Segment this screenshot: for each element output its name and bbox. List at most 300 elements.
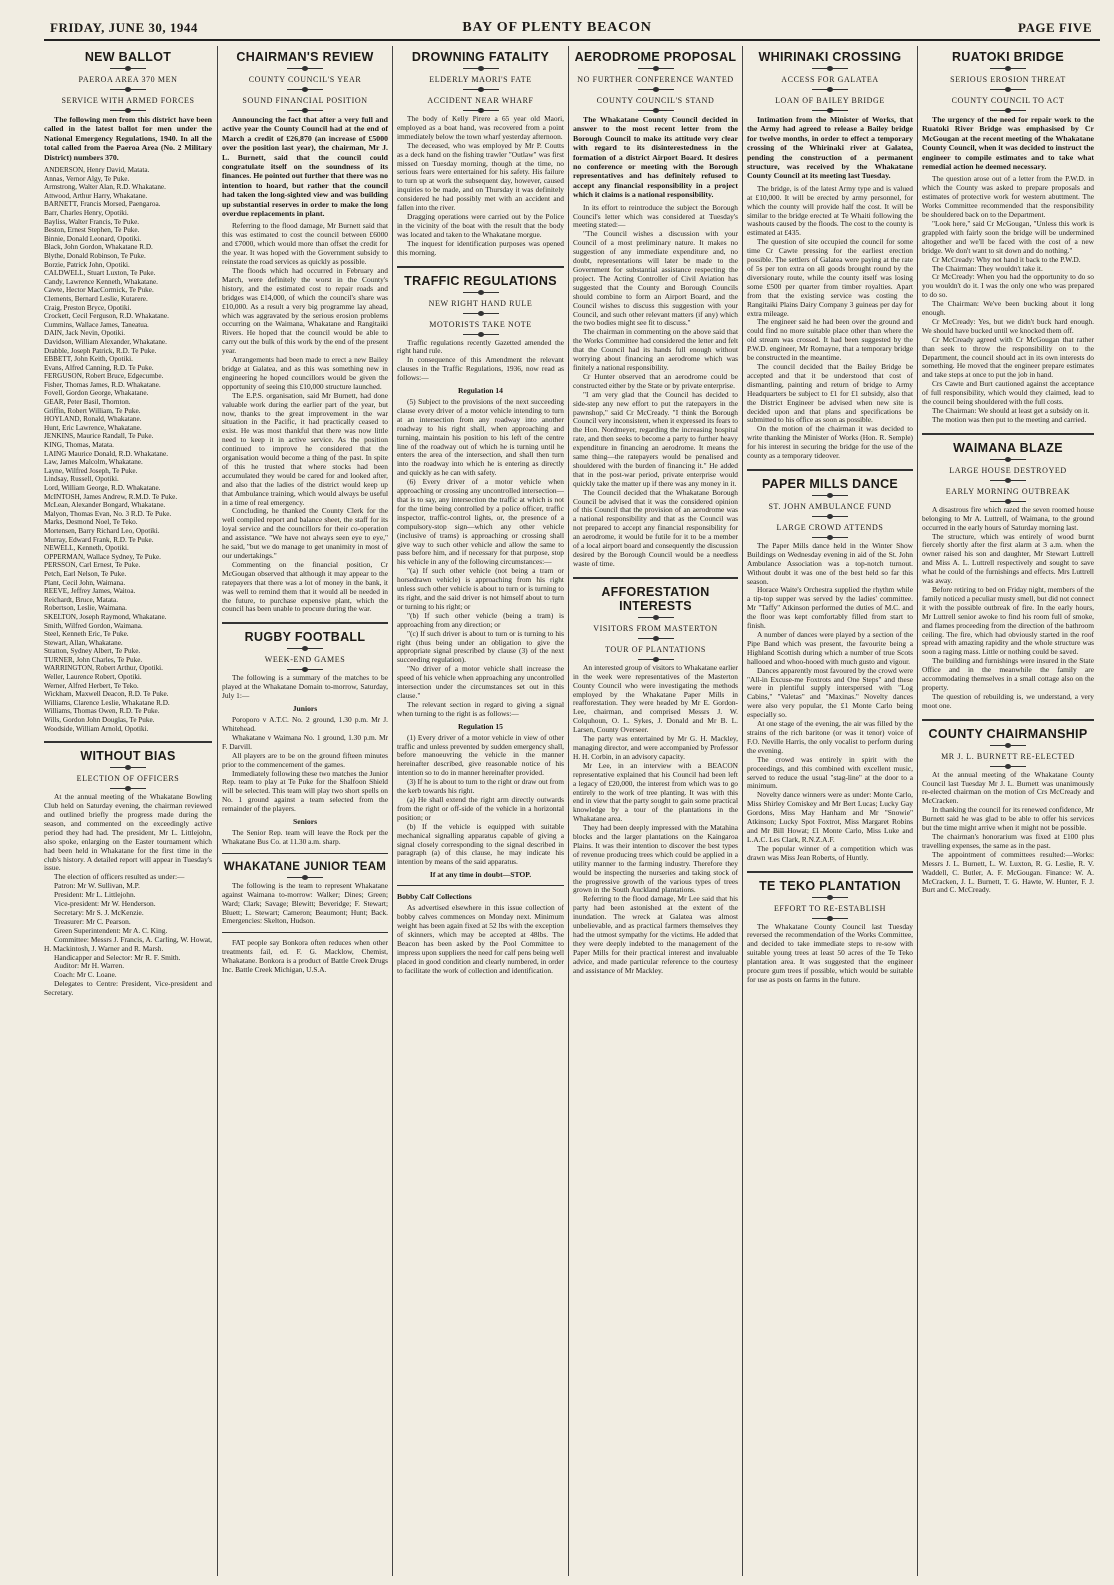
article-separator: [922, 433, 1094, 435]
headline: Bobby Calf Collections: [397, 892, 472, 902]
paragraph: The deceased, who was employed by Mr P. Coutts as a deck hand on the fishing trawler "Outlaw" was first missed on Tuesday morning, though at the time, no serious fears were entertained for his safety. His failure to turn up at work the subsequent day, however, caused inquiries to be made, and on Thursday it was definitely considered he had possibly met with an accident and fallen into the river.: [397, 140, 564, 213]
subheadline: ACCIDENT NEAR WHARF: [427, 96, 534, 105]
paragraph: Cr Hunter observed that an aerodrome could be constructed either by the State or by private enterprise.: [573, 371, 738, 390]
subheadline: ELDERLY MAORI'S FATE: [429, 75, 532, 84]
lead-paragraph: Announcing the fact that after a very full and active year the County Council had at the end of March a credit of £26,870 (an increase of £5000 over the position last year), the chairman, Mr J. L. Burnett, said that the council could congratulate itself on the soundness of its finances. He pointed out further that there was no intention to hoard, but rather that the council had taken the long-sighted view and was building up substantial reserves in order to make the long overdue replacements in plant.: [222, 115, 388, 219]
paragraph: The motion was then put to the meeting and carried.: [932, 414, 1087, 424]
list-item: Griffin, Robert William, Te Puke.: [44, 406, 141, 415]
divider: [638, 617, 674, 618]
paragraph: (5) Subject to the provisions of the next succeeding clause every driver of a motor vehicle intending to turn at an intersection from any roadway into another roadway to his right shall, when approaching and turning, maintain his position to his left of the centre line of the roadway out of which he is turning until he enters the area of the intersection, and shall then turn into the roadway into which he is entering as directly and quickly as he can with safety.: [397, 397, 564, 478]
list-item: Layne, Wilfred Joseph, Te Puke.: [44, 466, 138, 475]
paragraph: In thanking the council for its renewed confidence, Mr Burnett said he was glad to be able to offer his services but the time might arrive when it might not be possible.: [922, 805, 1094, 833]
list-item: Attwood, Arthur Harry, Whakatane.: [44, 191, 148, 200]
paragraph: The Chairman: We should at least get a subsidy on it.: [932, 406, 1090, 415]
body-text: [922, 506, 1094, 711]
list-item: OPPERMAN, Wallace Sydney, Te Puke.: [44, 552, 161, 561]
divider: [812, 897, 848, 898]
paragraph: The chairman's honorarium was fixed at £100 plus travelling expenses, the same as in the past.: [922, 832, 1094, 850]
intro-paragraph: The following is a summary of the matches to be played at the Whakatane Domain to-morrow, Saturday, July 1:—: [222, 673, 388, 701]
paragraph: Mr Lee, in an interview with a BEACON representative explained that his Council had been left a legacy of £20,000, the interest from which was to go entirely to the work of tree planting. It was with this end in view that the party sought to gain some practical knowledge by a tour of the plantations in the Whakatane area.: [573, 760, 738, 824]
paragraph: Novelty dance winners were as under: Monte Carlo, Miss Shirley Comiskey and Mr Bert Lucas; Lucky Gay Gordons, Miss May Hanham and Mr "Snowie" Atkinson; Lucky Spot Foxtrot, Miss Margaret Robins and Mr Bill Howat; £1 Monte Carlo, Miss Luke and L.A.C. Les Clark, R.N.Z.A.F.: [747, 790, 913, 844]
list-item: Craig, Preston Bryce, Opotiki.: [44, 303, 132, 312]
divider: [990, 89, 1026, 90]
headline: AERODROME PROPOSAL: [574, 50, 737, 64]
paragraph: "(b) If such other vehicle (being a tram) is approaching from any direction; or: [397, 610, 564, 629]
list-item: Davidson, William Alexander, Whakatane.: [44, 337, 167, 346]
paragraph: Commenting on the financial position, Cr McGougan observed that although it may appear to the ratepayers that there was a lot of money in the bank, it was well to remind them that it would all be needed in the future, to purchase expensive plant, which the council has been unable to procure during the war.: [222, 559, 388, 614]
list-item: PERSSON, Carl Ernest, Te Puke.: [44, 561, 141, 570]
body-text: [222, 222, 388, 614]
article-waimana-blaze: [922, 441, 1094, 711]
paragraph: The bridge, is of the latest Army type and is valued at £10,000. It will be erected by army personnel, for which the county will provide half the cost. It will be similar to the bridge erected at Te Whaiti following the washouts caused by the floods. The cost to the county is estimated at £435.: [747, 183, 913, 238]
paragraph: Referring to the flood damage, Mr Burnett said that this was estimated to cost the council between £6000 and £7000, which would more than offset the credit for the year. It was hoped with the Government subsidy to reinstate the road services as quickly as possible.: [222, 221, 388, 267]
body-text: [747, 185, 913, 461]
article-separator: [397, 266, 564, 268]
subheadline: LOAN OF BAILEY BRIDGE: [775, 96, 885, 105]
headline: WITHOUT BIAS: [80, 749, 176, 764]
paragraph: The body of Kelly Pirere a 65 year old Maori, employed as a boat hand, was recovered from a point immediately below the town wharf yesterday afternoon.: [397, 114, 564, 141]
list-item: Wickham, Maxwell Deacon, R.D. Te Puke.: [44, 690, 169, 699]
list-item: HOYLAND, Ronald, Whakatane.: [44, 415, 142, 424]
headline: DROWNING FATALITY: [411, 50, 550, 64]
intro-paragraph: Traffic regulations recently Gazetted amended the right hand rule.: [397, 337, 564, 356]
list-item: Reichardt, Bruce, Matata.: [44, 595, 119, 604]
list-item: SKELTON, Joseph Raymond, Whakatane.: [44, 612, 167, 621]
list-item: Wills, Gordon John Douglas, Te Puke.: [44, 716, 155, 725]
masthead-rule: [44, 39, 1100, 41]
subheadline: TOUR OF PLANTATIONS: [605, 644, 706, 654]
section-title: Juniors: [292, 704, 318, 714]
subheadline: SERIOUS EROSION THREAT: [950, 75, 1066, 84]
list-item: Fovell, Gordon George, Whakatane.: [44, 389, 149, 398]
divider: [287, 669, 323, 670]
list-item: GEAR, Peter Basil, Thornton.: [44, 398, 131, 407]
paragraph: Dragging operations were carried out by the Police in the vicinity of the boat with the result that the body was located and taken to the Whakatane morgue.: [397, 211, 564, 239]
subheadline: ST. JOHN AMBULANCE FUND: [768, 501, 892, 511]
section-title: Seniors: [292, 817, 318, 827]
article-ruatoki-bridge: [922, 50, 1094, 425]
list-item: LAING Maurice Donald, R.D. Whakatane.: [44, 449, 169, 458]
divider: [812, 110, 848, 111]
paragraph: The question of rebuilding is, we understand, a very moot one.: [922, 691, 1094, 710]
divider: [287, 89, 323, 90]
section-title: Regulation 14: [458, 386, 503, 396]
paragraph: All players are to be on the ground fifteen minutes prior to the commencement of the games.: [222, 750, 388, 769]
paragraph: Referring to the flood damage, Mr Lee said that his party had been astonished at the extent of the inundation. The wreck at Galatea was almost unbelievable, and as practical farmers themselves they had the utmost sympathy for the victims. He added that they were deeply indebted to the management of the Paper Mills for their practical interest and invaluable advice, and made particular reference to the courtesy and assistance of Mr Mackley.: [573, 894, 738, 975]
list-item: REEVE, Jeffrey James, Waitoa.: [44, 587, 136, 596]
list-item: Petch, Earl Nelson, Te Puke.: [44, 569, 127, 578]
column-1: [44, 44, 212, 1576]
list-item: Borzie, Patrick John, Opotiki.: [44, 260, 130, 269]
body-text: [397, 734, 564, 868]
paragraph: The floods which had occurred in February and March, were definitely the worst in the County's history, and the estimated cost to repair roads and bridges was £14,000, of which the council's share was £10,000. As a result a very big programme lay ahead, which was aggravated by the serious erosion problems occurring on the Waimana, Whakatane and Rangitaiki Rivers. He hoped that the council would be able to carry out the bulk of this work by the end of the present year.: [222, 266, 388, 356]
headline: TE TEKO PLANTATION: [759, 878, 901, 893]
paragraph: "I am very glad that the Council has decided to side-step any new effort to put the ratepayers in the pawnshop," said Cr McCready. "I think the Borough Council very inconsistent, when it expressed its fears to the Hon. Nordmeyer, regarding the increasing hospital rate, and then seeks to become a party to further heavy expenditure in financing an aerodrome. It means the same thing—the ratepayers would be penalised and shouldered with the burden of financing it." He added that in the post-war period, private enterprise would quickly take the matter up if there was any money in it.: [573, 389, 738, 488]
paragraph: The party was entertained by Mr G. H. Mackley, managing director, and were accompanied by Professor H. H. Corbin, in an advisory capacity.: [573, 734, 738, 761]
list-item: Woodside, William Arnold, Opotiki.: [44, 724, 149, 733]
column-3: [397, 44, 564, 1576]
paragraph: Handicapper and Selector: Mr R. F. Smith.: [54, 952, 181, 962]
paragraph: Crs Cawte and Burt cautioned against the acceptance of full responsibility, which would they claimed, lead to the council being shouldered with the full costs.: [922, 379, 1094, 407]
paragraph: The election of officers resulted as under:—: [54, 872, 185, 882]
paragraph: (b) If the vehicle is equipped with suitable mechanical signalling apparatus capable of giving a signal closely corresponding to the signal described in paragraph (a) of this clause, he may indicate his intention by means of the said apparatus.: [397, 821, 564, 867]
divider: [638, 89, 674, 90]
headline: RUATOKI BRIDGE: [951, 50, 1065, 64]
list-item: Weller, Laurence Robert, Opotiki.: [44, 673, 142, 682]
paragraph: The council decided that the Bailey Bridge be accepted and that it be understood that cost of dismantling, painting and return of bridge to Army Headquarters be subject to £1 for £1 subsidy, also that the District Engineer be advised when new site is decided upon and that plans and specifications be submitted to his office as soon as possible.: [747, 361, 913, 425]
paragraph: A disastrous fire which razed the seven roomed house belonging to Mr A. Luttrell, of Waimana, to the ground occurred in the early hours of Saturday morning last.: [922, 504, 1094, 532]
list-item: FERGUSON, Robert Bruce, Edgecumbe.: [44, 372, 164, 381]
subheadline: COUNTY COUNCIL'S STAND: [596, 96, 715, 105]
paragraph: Delegates to Centre: President, Vice-president and Secretary.: [44, 979, 212, 998]
subheadline: EFFORT TO RE-ESTABLISH: [773, 903, 887, 913]
lead-paragraph: The following men from this district have been called in the latest ballot for men under the National Emergency Regulations, 1940. In all the total called from the Paeroa Area (No. 2 Military District) numbers 370.: [44, 115, 212, 162]
list-item: TURNER, John Charles, Te Puke.: [44, 655, 143, 664]
body-text: [747, 542, 913, 863]
divider: [990, 68, 1026, 69]
list-item: Hunt, Eric Lawrence, Whakatane.: [44, 423, 142, 432]
paragraph: The crowd was entirely in spirit with the proceedings, and this combined with excellent music, served to reduce the usual "stag-line" at the door to a minimum.: [747, 754, 913, 791]
paragraph: Dances apparently most favoured by the crowd were "All-in Excuse-me Foxtrots and One Steps" and these were in plentiful supply interspersed with "Log Cabins," "Valetas" and "Maxinas." Novelty dances were also very popular, the £1 Monte Carlo being especially so.: [747, 665, 913, 720]
paragraph: "The Council wishes a discussion with your Council of a most preliminary nature. It makes no suggestion of any immediate expenditure and, no doubt, representations will later be made to the Government for substantial assistance respecting the project. The Acting Controller of Civil Aviation has suggested that the County and Borough Councils should combine to form an Airport Board, and the Council wishes to discuss this suggestion with your Council, and such other relevant matters (if any) which the two bodies might see fit to discuss.": [573, 229, 738, 328]
body-text: [573, 664, 738, 976]
divider: [638, 68, 674, 69]
subheadline: LARGE HOUSE DESTROYED: [949, 465, 1067, 475]
list-item: Cawte, Hector MacCormick, Te Puke.: [44, 286, 154, 295]
paragraph: The question of site occupied the council for some time Cr Cawte pressing for the earliest erection possible. The settlers of Galatea were paying at the rate of 5s per ton extra on all goods brought round by the diversionary route, while the county itself was losing some £500 per quarter from timber royalties. Apart from that the existing service was costing the Rangitaiki Plains Dairy Company 3 guineas per day for extra mileage.: [747, 237, 913, 318]
column-rule: [917, 46, 918, 1576]
list-item: Steel, Kenneth Eric, Te Puke.: [44, 630, 129, 639]
paragraph: The chairman in commenting on the above said that the Works Committee had considered the letter and felt that the Council had its hands full enough without worrying about financing an aerodrome which was finitely a national responsibility.: [573, 327, 738, 372]
list-item: CALDWELL, Stuart Luxton, Te Puke.: [44, 269, 156, 278]
divider: [110, 767, 146, 768]
list-item: Marks, Desmond Noel, Te Teko.: [44, 518, 138, 527]
headline: TRAFFIC REGULATIONS: [404, 273, 557, 288]
body-paragraph: As advertised elsewhere in this issue collection of bobby calves commences on Monday next. Minimum weight has been again fixed at 52 lbs with the exception of skinners, which may be accepted at 48lbs. The Beacon has been asked by the Pool Committee to impress upon suppliers the need for calf pens being well placed in good condition and clearly numbered, in order to facilitate the work of collection and identification.: [397, 903, 564, 975]
subheadline: MR J. L. BURNETT RE-ELECTED: [941, 751, 1075, 761]
divider: [110, 110, 146, 111]
body-text: [922, 771, 1094, 896]
list-item: Blythe, Donald Robinson, Te Puke.: [44, 251, 146, 260]
column-rule: [568, 46, 569, 1576]
paragraph: (a) He shall extend the right arm directly outwards from the right or off-side of the vehicle in a horizontal position; or: [397, 795, 564, 822]
column-rule: [217, 46, 218, 1576]
subheadline: NEW RIGHT HAND RULE: [428, 298, 533, 308]
article-traffic-regulations: [397, 274, 564, 880]
list-item: Werner, Alfred Herbert, Te Teko.: [44, 681, 139, 690]
paragraph: Cr McCready agreed with Cr McGougan that rather than seek to throw the responsibility on to the Department, the council should act in its own interests do something. He moved that the engineer prepare estimates and take steps at once to put the job in hand.: [922, 334, 1094, 380]
body-paragraph: The Whakatane County Council last Tuesday reversed the recommendation of the Works Committee, and decided to take immediate steps to re-sow with suitable young trees at least 50 acres of the Te Teko plantation area. It was suggested that the engineer procure gum trees if possible, which would be suitable for use as posts on farms in the future.: [747, 921, 913, 984]
paragraph: Green Superintendent: Mr A. C. King.: [54, 925, 168, 935]
paragraph: They had been deeply impressed with the Matahina blocks and the larger plantations on the Kaingaroa Plains. It was their intention to discover the best types of revenue producing trees which could be applied in a utility manner to the farming industry. Therefore they would be inspecting the nurseries and taking stock of the progressive growth of the various types of trees grown in the South Auckland plantations.: [573, 823, 738, 895]
column-rule: [392, 46, 393, 1576]
paragraph: (6) Every driver of a motor vehicle when approaching or crossing any uncontrolled intersection—that is to say, any intersection the traffic at which is not for the time being controlled by a police officer, traffic inspector, traffic-control lights, or, the presence of a compulsory-stop sign—which any other vehicle (inclusive of trams) is approaching or crossing shall give way to such other vehicle and allow the same to pass before him, and if necessary for that purpose, stop his vehicle in any of the following circumstances:—: [397, 477, 564, 567]
body-text: [397, 115, 564, 258]
article-chairmans-review: [222, 50, 388, 614]
paragraph: In its effort to reintroduce the subject the Borough Council's letter which was considered at Tuesday's meeting stated:—: [573, 202, 738, 230]
paragraph: Cr McCready: Why not hand it back to the P.W.D.: [932, 254, 1081, 264]
masthead: [0, 0, 1114, 44]
subheadline: EARLY MORNING OUTBREAK: [945, 486, 1071, 496]
article-separator: [573, 577, 738, 579]
list-item: Williams, Thomas Owen, R.D. Te Puke.: [44, 707, 160, 716]
paragraph: An interested group of visitors to Whakatane earlier in the week were representatives of the Masterton County Council who were investigating the methods employed by the Whakatane Paper Mills in reafforestation. They were headed by Mr E. Gordon-Lee, chairman, and comprised Messrs J. W. Colquhoun, O. L. Sykes, J. Donald and Mr B. L. Larsen, County Overseer.: [573, 662, 738, 735]
headline: WHIRINAKI CROSSING: [758, 50, 902, 64]
divider: [638, 638, 674, 639]
subheadline: MOTORISTS TAKE NOTE: [429, 319, 532, 329]
column-6: [922, 44, 1094, 1576]
divider: [638, 110, 674, 111]
divider: [990, 766, 1026, 767]
article-separator: [747, 469, 913, 471]
article-new-ballot: [44, 50, 212, 733]
list-item: EBBETT, John Keith, Opotiki.: [44, 355, 133, 364]
paragraph: The appointment of committees resulted:—Works: Messrs J. L. Burnett, L. W. Luxton, R. G. Leslie, R. V. Waddell, C. Butler, A. F. McGougan. Finance: W. A. McCracken, J. L. Burnett, T. G. Hawte, W. Hunter, F. J. Burt and C. McCready.: [922, 849, 1094, 895]
paragraph: The Council decided that the Whakatane Borough Council be advised that it was the considered opinion of this Council that the provision of an aerodrome was a national responsibility and that as the Council was not prepared to accept any financial responsibility for an aerodrome, it would be futile for it to be a member of a local airport board and consequently the discussion desired by the Borough Council would be a needless waste of time.: [573, 487, 738, 568]
headline: WAIMANA BLAZE: [953, 440, 1063, 455]
list-item: BARNETT, Francis Morsed, Paengaroa.: [44, 200, 161, 209]
subheadline: COUNTY COUNCIL'S YEAR: [248, 75, 362, 84]
subheadline: COUNTY COUNCIL TO ACT: [951, 96, 1065, 105]
divider: [812, 495, 848, 496]
article-bobby-calf: [397, 892, 564, 975]
paragraph: Committee: Messrs J. Francis, A. Carling, W. Howat, H. Mackintosh, J. Warner and R. Marsh.: [44, 934, 212, 953]
section-title: Regulation 15: [458, 721, 503, 731]
article-separator: [397, 885, 564, 886]
divider: [287, 110, 323, 111]
divider: [812, 516, 848, 517]
paragraph: President: Mr L. Littlejohn.: [54, 890, 136, 900]
subheadline: SOUND FINANCIAL POSITION: [242, 96, 368, 105]
headline: NEW BALLOT: [84, 50, 172, 64]
article-paper-mills-dance: [747, 477, 913, 863]
paragraph: The inquest for identification purposes was opened this morning.: [397, 238, 564, 257]
article-separator: [44, 741, 212, 743]
divider: [287, 68, 323, 69]
paragraph: The building and furnishings were insured in the State Office and in the meanwhile the family are accommodating themselves in a small cottage also on the property.: [922, 656, 1094, 692]
column-4: [573, 44, 738, 1576]
lead-paragraph: The Whakatane County Council decided in answer to the most recent letter from the Borough Council to make its attitude very clear with regard to its disinterestedness in the formation of a district Airport Board. It desires no conference or meeting with the Borough representatives and has definitely refused to accept any financial responsibility in a project which it claims is a national responsibility.: [573, 115, 738, 200]
list-item: Clements, Bernard Leslie, Kutarere.: [44, 294, 148, 303]
issue-date: FRIDAY, JUNE 30, 1944: [50, 20, 198, 35]
divider: [812, 68, 848, 69]
paragraph: A number of dances were played by a section of the Pipe Band which was present, the favourite being a Highland Scottish during which a number of true Scots hallooed and whoo-hooed with much gusto and vigour.: [747, 630, 913, 666]
paragraph: "(a) If such other vehicle (not being a tram or horsedrawn vehicle) is approaching from his right unless such other vehicle is about to turn or is turning to its right, and the said driver is not himself about to turn or turning to his right; or: [397, 566, 564, 611]
list-item: DAIN, Jack Nevin, Opotiki.: [44, 329, 126, 338]
article-drowning-fatality: [397, 50, 564, 258]
divider: [812, 89, 848, 90]
headline: COUNTY CHAIRMANSHIP: [928, 726, 1088, 741]
divider: [463, 89, 499, 90]
paragraph: At the annual meeting of the Whakatane County Council last Tuesday Mr J. L. Burnett was unanimously re-elected chairman on the motion of Crs McCready and McCracken.: [922, 769, 1094, 806]
list-item: Black, John Gordon, Whakatane R.D.: [44, 243, 153, 252]
body-text: [573, 204, 738, 569]
paragraph: The E.P.S. organisation, said Mr Burnett, had done valuable work during the earlier part of the year, but now, thanks to the great improvement in the war situation in the Pacific, it had practically ceased to exist. He was most thankful that there was now little need to keep it in active service. As the position continued to improve he considered that the organisation would become a thing of the past. In spite of this he trusted that where stocks had been accumulated they would be cared for and looked after, and also that the ladies of the district would keep up that Ambulance training, which would always be useful in a time of real emergency.: [222, 390, 388, 507]
paragraph: At the annual meeting of the Whakatane Bowling Club held on Saturday evening, the chairman reviewed and outlined briefly the progress made during the season, and commented on the exceedingly active period they had had. The president, Mr L. Littlejohn, also spoke, enlarging on the Easter tournament which had been held in Whakatane for the first time in the club's history. A detailed report will appear in Tuesday's issue.: [44, 792, 212, 873]
body-text: [922, 175, 1094, 424]
list-item: Evans, Alfred Canning, R.D. Te Puke.: [44, 363, 154, 372]
subheadline: NO FURTHER CONFERENCE WANTED: [577, 75, 734, 84]
closing-line: If at any time in doubt—STOP.: [429, 870, 532, 880]
body-text: [44, 793, 212, 998]
list-item: Bayliss, Walter Francis, Te Puke.: [44, 217, 140, 226]
paragraph: The structure, which was entirely of wood burnt fiercely shortly after the first alarm at 3 a.m. when the owner raised his son and daughter, Mr Stewart Luttrell and Miss A. L. Luttrell respectively and sought to save what he could of the furnishings and effects. Mrs Luttrell was away.: [922, 531, 1094, 586]
divider: [110, 68, 146, 69]
subheadline: WEEK-END GAMES: [264, 655, 346, 665]
article-county-chairmanship: [922, 727, 1094, 896]
divider: [463, 292, 499, 293]
list-item: Lord, William George, R.D. Whakatane.: [44, 484, 161, 492]
paragraph: Cr McCready: Yes, but we didn't buck hard enough. We should have bucked until we knocked them off.: [922, 316, 1094, 335]
list-item: Drabble, Joseph Patrick, R.D. Te Puke.: [44, 346, 157, 355]
paragraph: Whakatane v Waimana No. 1 ground, 1.30 p.m. Mr F. Darvill.: [222, 732, 388, 751]
paragraph: Vice-president: Mr W. Henderson.: [54, 899, 156, 909]
list-item: Beston, Ernest Stephen, Te Puke.: [44, 226, 140, 235]
list-item: NEWELL, Kenneth, Opotiki.: [44, 544, 129, 553]
lead-paragraph: Intimation from the Minister of Works, that the Army had agreed to release a Bailey bridge for twelve months, in order to effect a temporary crossing of the Whirinaki river at Galatea, pending the construction of a permanent structure, was received by the Whakatane County Council at its meeting last Tuesday.: [747, 115, 913, 181]
article-separator: [922, 719, 1094, 721]
divider: [990, 745, 1026, 746]
list-item: Binnie, Donald Leonard, Opotiki.: [44, 234, 142, 243]
body-text: [397, 398, 564, 719]
paragraph: Treasurer: Mr C. Pearson.: [54, 916, 131, 926]
divider: [287, 648, 323, 649]
divider: [990, 480, 1026, 481]
paragraph: Poroporo v A.T.C. No. 2 ground, 1.30 p.m. Mr J. Whitehead.: [222, 715, 388, 733]
paragraph: Secretary: Mr S. J. McKenzie.: [54, 908, 144, 917]
divider: [463, 110, 499, 111]
article-rugby-football: [222, 630, 388, 847]
subheadline: ELECTION OF OFFICERS: [76, 774, 180, 784]
seniors-paragraph: The Senior Rep. team will leave the Rock per the Whakatane Bus Co. at 11.30 a.m. sharp.: [222, 828, 388, 846]
list-item: Stewart, Allan, Whakatane.: [44, 638, 123, 647]
list-item: Williams, Clarence Leslie, Whakatane R.D.: [44, 698, 170, 707]
list-item: Smith, Wilfred Gordon, Waimana.: [44, 621, 143, 630]
paragraph: The popular winner of a competition which was drawn was Miss Jean Roberts, of Huntly.: [747, 843, 913, 862]
paragraph: Before retiring to bed on Friday night, members of the family noticed a peculiar musty smell, but did not connect it with the possible outbreak of fire. In the early hours, Mr Luttrell senior awoke to find his room full of smoke, and flames proceeding from the direction of the bathroom ceiling. The fire, which had obviously started in the roof spread with amazing rapidity and the whole structure was soon a raging mass. Little or nothing could be saved.: [922, 584, 1094, 657]
paragraph: The Chairman: They wouldn't take it.: [932, 263, 1043, 273]
headline: PAPER MILLS DANCE: [761, 476, 899, 491]
divider: [812, 537, 848, 538]
article-whirinaki-crossing: [747, 50, 913, 461]
article-without-bias: [44, 749, 212, 998]
list-item: Robertson, Leslie, Waimana.: [44, 604, 127, 613]
paragraph: The engineer said he had been over the ground and could find no more suitable place other than where the old stream was crossed. It had been suggested by the P.W.D. engineer, Mr Romayne, that a temporary bridge be constructed in the meantime.: [747, 317, 913, 363]
article-te-teko-plantation: [747, 879, 913, 985]
intro-paragraph: In consequence of this Amendment the relevant clauses in the Traffic Regulations, 1936, now read as follows:—: [397, 355, 564, 383]
article-afforestation: [573, 585, 738, 976]
paragraph: (1) Every driver of a motor vehicle in view of other traffic and unless prevented by sudden emergency shall, before manoeuvring the vehicle in the manner hereinafter described, give reasonable notice of his intention so to do in manner hereinafter provided.: [397, 732, 564, 778]
subheadline: PAEROA AREA 370 MEN: [78, 75, 178, 84]
divider: [287, 877, 323, 878]
divider: [990, 110, 1026, 111]
lead-paragraph: The urgency of the need for repair work to the Ruatoki River Bridge was emphasised by Cr McGougan at the recent meeting of the Whakatane County Council, when it was decided to instruct the engineer to compile estimates and to take what remedial action he deemed necessary.: [922, 115, 1094, 172]
list-item: Crockett, Cecil Ferguson, R.D. Whakatane.: [44, 312, 169, 321]
list-item: Murray, Edward Frank, R.D. Te Puke.: [44, 535, 154, 544]
article-junior-team: [222, 861, 388, 927]
paragraph: Horace Waite's Orchestra supplied the rhythm while a tip-top supper was served by the ladies' committee. Mr "Taffy" Atkinson performed the duties of M.C. and the floor was kept comfortably filled from start to finish.: [747, 585, 913, 631]
team-paragraph: The following is the team to represent Whakatane against Waimana to-morrow: Walker; Dines; Green; Ward; Clark; Savage; Blewitt; Beveridge; F. Stewart; Bluett; L. Stewart; Cameron; Beaumont; Hunt; Back. Emergencies: Skelton, Hudson.: [222, 880, 388, 926]
list-item: Malyon, Thomas Evan, No. 3 R.D. Te Puke.: [44, 509, 172, 518]
headline: WHAKATANE JUNIOR TEAM: [223, 860, 387, 873]
paragraph: Immediately following these two matches the Junior Rep. team to play at Te Puke for the Shalfoon Shield will be selected. This team will play two short spells on No. 1 ground against a team selected from the remainder of the players.: [222, 768, 388, 814]
article-separator: [222, 932, 388, 933]
list-item: Cummins, Wallace James, Taneatua.: [44, 320, 149, 329]
list-item: WARRINGTON, Robert Arthur, Opotiki.: [44, 664, 163, 673]
column-rule: [742, 46, 743, 1576]
paragraph: On the motion of the chairman it was decided to write thanking the Minister of Works (Hon. R. Semple) for his interest in securing the bridge for the use of the county as a temporary tideover.: [747, 424, 913, 461]
divider: [110, 89, 146, 90]
list-item: Lindsay, Russell, Opotiki.: [44, 475, 119, 484]
article-separator: [747, 871, 913, 873]
page-number: PAGE FIVE: [1018, 20, 1092, 35]
list-item: Mortensen, Barry Richard Leo, Opotiki.: [44, 526, 160, 535]
headline: AFFORESTATION INTERESTS: [601, 584, 710, 613]
list-item: Annas, Vernor Algy, Te Puke.: [44, 174, 130, 183]
list-item: Law, James Malcolm, Whakatane.: [44, 458, 143, 467]
divider: [990, 459, 1026, 460]
list-item: KING, Thomas, Matata.: [44, 441, 114, 450]
paragraph: The Paper Mills dance held in the Winter Show Buildings on Wednesday evening in aid of the St. John Ambulance Association was a top-notch turnout. Without doubt it was one of the best held so far this season.: [747, 540, 913, 586]
paragraph: "(c) If such driver is about to turn or is turning to his right (thus being under an obligation to give the appropriate signal prescribed by clause (3) of the next succeeding regulation).: [397, 628, 564, 665]
list-item: Barr, Charles Henry, Opotiki.: [44, 209, 129, 217]
list-item: Plant, Cecil John, Waimana.: [44, 578, 126, 587]
divider: [463, 68, 499, 69]
paragraph: The question arose out of a letter from the P.W.D. in which the County was asked to prepare proposals and estimates of protective work for western abuttment. The Works Committee recommended that the responsibility be shouldered back on to the Department.: [922, 174, 1094, 220]
list-item: JENKINS, Maurice Randall, Te Puke.: [44, 432, 154, 441]
headline: RUGBY FOOTBALL: [244, 630, 366, 645]
paragraph: "Look here," said Cr McGougan, "Unless this work is grappled with fairly soon the bridge will be undermined altogether and we'll be faced with the cost of a new bridge. We don't want to sit down and do nothing.": [922, 218, 1094, 255]
column-5: [747, 44, 913, 1576]
subheadline: LARGE CROWD ATTENDS: [776, 522, 884, 532]
article-separator: [222, 622, 388, 624]
list-item: Armstrong, Walter Alan, R.D. Whakatane.: [44, 183, 166, 192]
name-list: [44, 166, 212, 733]
newspaper-title: BAY OF PLENTY BEACON: [462, 20, 652, 35]
paragraph: Arrangements had been made to erect a new Bailey bridge at Galatea, and as this was something new in engineering he hoped councillors would be given the opportunity of seeing this £10,000 structure launched.: [222, 355, 388, 391]
paragraph: The Chairman: We've been bucking about it long enough.: [922, 299, 1094, 318]
paragraph: "No driver of a motor vehicle shall increase the speed of his vehicle when approaching any uncontrolled intersection under the circumstances set out in this clause.": [397, 664, 564, 700]
divider: [812, 918, 848, 919]
paragraph: Cr McCready: When you had the opportunity to do so you wouldn't do it. I was the only one who was prepared to do so.: [922, 272, 1094, 300]
list-item: McLean, Alexander Bongard, Whakatane.: [44, 501, 166, 510]
subheadline: VISITORS FROM MASTERTON: [593, 623, 718, 633]
list-item: McINTOSH, James Andrew, R.M.D. Te Puke.: [44, 492, 178, 501]
paragraph: (3) If he is about to turn to the right or draw out from the kerb towards his right.: [397, 777, 564, 796]
list-item: Candy, Lawrence Kenneth, Whakatane.: [44, 277, 158, 286]
column-2: [222, 44, 388, 1576]
headline: CHAIRMAN'S REVIEW: [236, 50, 374, 64]
divider: [463, 313, 499, 314]
body-text: [222, 716, 388, 814]
list-item: Fisher, Thomas James, R.D. Whakatane.: [44, 380, 161, 389]
article-aerodrome-proposal: [573, 50, 738, 569]
article-separator: [222, 853, 388, 854]
divider: [990, 501, 1026, 502]
subheadline: SERVICE WITH ARMED FORCES: [61, 96, 195, 105]
paragraph: Auditor: Mr H. Warren.: [54, 961, 125, 971]
paragraph: The relevant section in regard to giving a signal when turning to the right is as follows:—: [397, 699, 564, 718]
list-item: Stratton, Sydney Albert, Te Puke.: [44, 647, 141, 656]
paragraph: Coach: Mr C. Loane.: [54, 970, 117, 980]
divider: [463, 334, 499, 335]
subheadline: ACCESS FOR GALATEA: [781, 75, 879, 84]
advertisement: FAT people say Bonkora often reduces when other treatments fail, ed. F. G. Macklow, Chemist, Whakatane. Bonkora is a product of Battle Creek Drugs Inc. Battle Creek Michigan, U.S.A.: [222, 938, 388, 975]
paragraph: Concluding, he thanked the County Clerk for the well compiled report and balance sheet, the staff for its loyal service and the councillors for their co-operation and assistance. "We have not always seen eye to eye," he said, "but we do manage to get unanimity in most of our undertakings.": [222, 506, 388, 560]
paragraph: At one stage of the evening, the air was filled by the strains of the rich baritone (or was it tenor) voice of F.O. Neville Harris, the only vocalist to perform during the evening.: [747, 719, 913, 755]
divider: [110, 788, 146, 789]
paragraph: Patron: Mr W. Sullivan, M.P.: [54, 881, 140, 891]
